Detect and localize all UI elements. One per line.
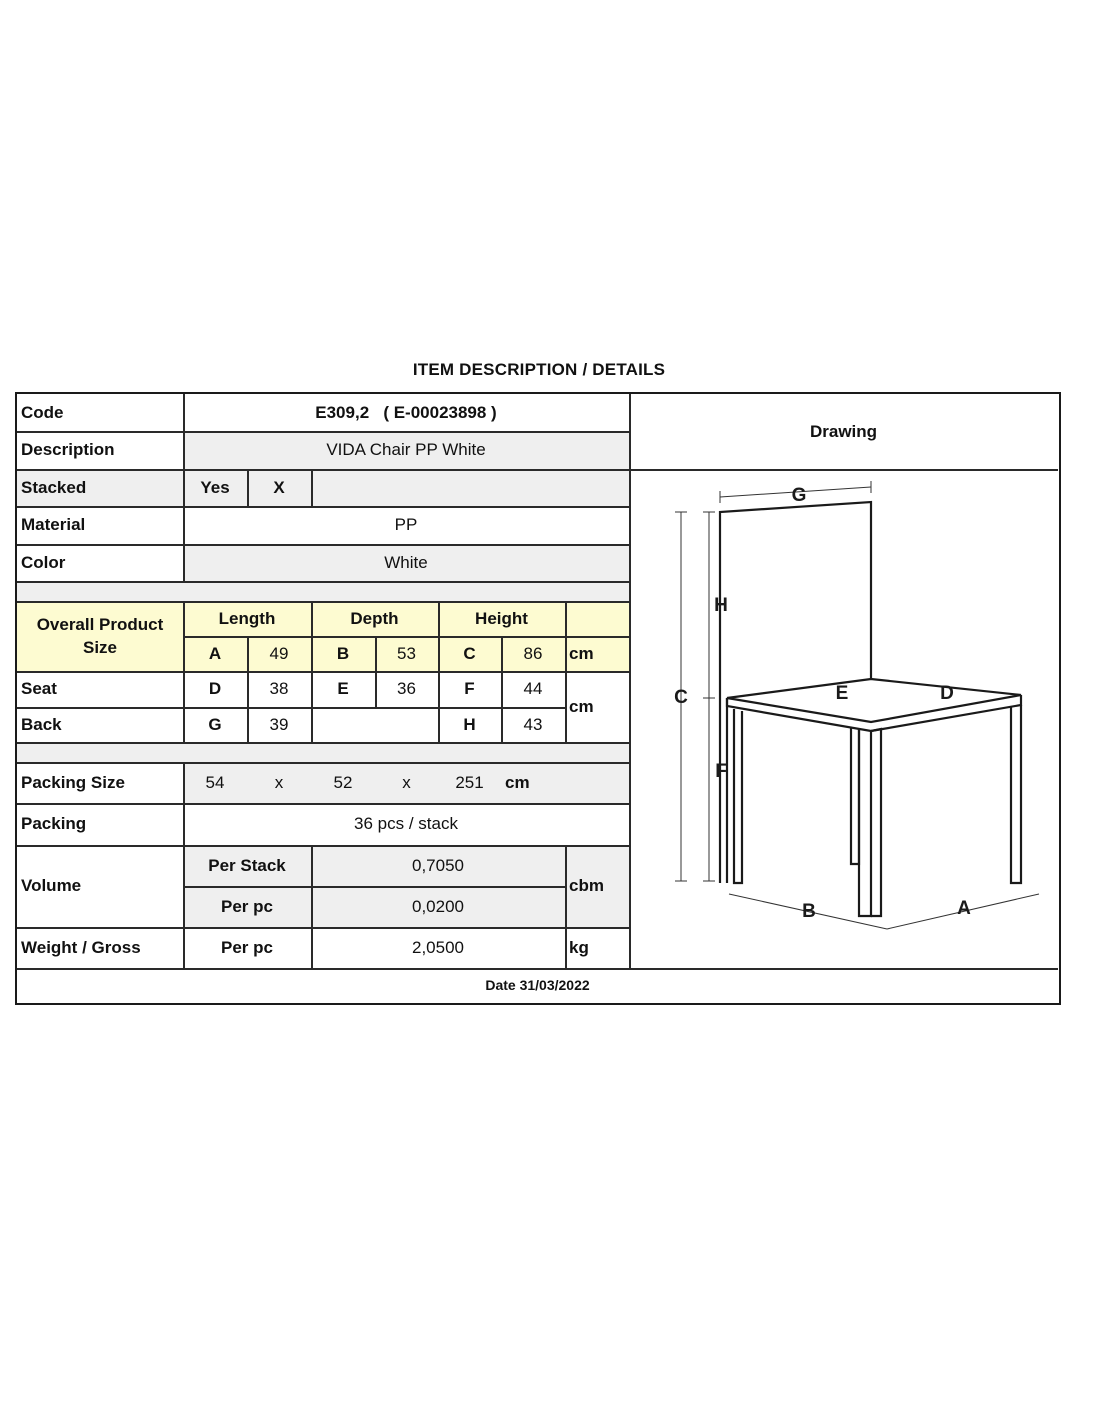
dim-f-label: F xyxy=(464,679,475,698)
document-title: ITEM DESCRIPTION / DETAILS xyxy=(412,360,666,379)
date-footer: Date 31/03/2022 xyxy=(485,977,590,993)
spec-sheet xyxy=(15,392,1061,1005)
dim-e-label: E xyxy=(337,679,349,698)
chair-leg-front xyxy=(859,728,871,916)
dim-g-value: 39 xyxy=(269,714,289,734)
dim-d-label: D xyxy=(208,679,222,698)
chair-leg-front-side xyxy=(871,729,881,916)
dim-f-value: 44 xyxy=(523,679,543,698)
dim-h-value: 43 xyxy=(523,714,543,734)
weight-per-pc-value: 2,0500 xyxy=(412,937,464,957)
packing-length: 54 xyxy=(205,772,225,792)
drawing-label-b: B xyxy=(802,901,816,922)
volume-per-pc-value: 0,0200 xyxy=(412,896,464,916)
overall-unit: cm xyxy=(569,643,594,663)
dim-e-value: 36 xyxy=(397,679,416,698)
dim-c-label: C xyxy=(463,643,476,663)
drawing-label-g: G xyxy=(791,485,807,506)
dim-b-label: B xyxy=(336,643,350,663)
volume-label: Volume xyxy=(21,876,82,895)
packing-height: 251 xyxy=(455,772,484,792)
drawing-label-c: C xyxy=(674,687,688,708)
chair-leg-back-left xyxy=(734,709,742,883)
dim-g-label: G xyxy=(208,714,222,734)
dim-h-label: H xyxy=(463,714,476,734)
volume-per-stack-label: Per Stack xyxy=(208,855,286,875)
drawing-label-h: H xyxy=(714,595,728,616)
weight-label: Weight / Gross xyxy=(21,937,141,957)
stacked-mark: X xyxy=(273,477,285,497)
volume-per-stack-value: 0,7050 xyxy=(412,855,464,875)
spacer-bg-2 xyxy=(17,742,629,762)
color-value: White xyxy=(384,552,428,572)
chair-drawing xyxy=(629,469,1058,968)
packing-x-1: x xyxy=(274,772,284,792)
material-label: Material xyxy=(21,515,86,534)
drawing-label-a: A xyxy=(957,898,971,919)
description-value: VIDA Chair PP White xyxy=(326,440,486,459)
spacer-bg-1 xyxy=(17,581,629,601)
packing-label: Packing xyxy=(21,814,87,833)
drawing-label-e: E xyxy=(835,683,849,704)
volume-unit: cbm xyxy=(569,876,604,895)
dim-c-value: 86 xyxy=(523,643,543,663)
material-value: PP xyxy=(394,515,418,534)
code-value: E309,2 ( E-00023898 ) xyxy=(315,402,497,422)
dim-a-value: 49 xyxy=(269,643,289,663)
color-label: Color xyxy=(21,552,66,572)
packing-width: 52 xyxy=(333,772,353,792)
packing-size-unit: cm xyxy=(505,772,530,792)
drawing-header: Drawing xyxy=(809,421,878,441)
dim-a-label: A xyxy=(208,643,222,663)
volume-per-pc-label: Per pc xyxy=(221,896,273,916)
packing-value: 36 pcs / stack xyxy=(354,814,458,833)
overall-size-label: Overall Product Size xyxy=(36,615,164,657)
chair-seat-top xyxy=(727,679,1021,722)
depth-header: Depth xyxy=(350,608,399,628)
weight-unit: kg xyxy=(569,937,589,957)
drawing-label-d: D xyxy=(940,683,954,704)
description-label: Description xyxy=(21,440,115,459)
height-header: Height xyxy=(475,608,528,628)
weight-per-pc-label: Per pc xyxy=(221,937,273,957)
seat-label: Seat xyxy=(21,679,57,698)
chair-leg-right xyxy=(1011,705,1021,883)
chair-seat-edge xyxy=(727,695,1021,731)
code-label: Code xyxy=(21,402,64,422)
packing-size-label: Packing Size xyxy=(21,772,125,792)
drawing-label-f: F xyxy=(715,761,727,782)
stacked-label: Stacked xyxy=(21,477,87,497)
packing-x-2: x xyxy=(402,772,411,792)
stacked-answer: Yes xyxy=(200,477,230,497)
chair-leg-back-right xyxy=(851,727,859,864)
seat-back-unit: cm xyxy=(569,696,594,716)
back-label: Back xyxy=(21,714,62,734)
dim-b-value: 53 xyxy=(397,643,416,663)
length-header: Length xyxy=(218,608,276,628)
dim-d-value: 38 xyxy=(269,679,289,698)
